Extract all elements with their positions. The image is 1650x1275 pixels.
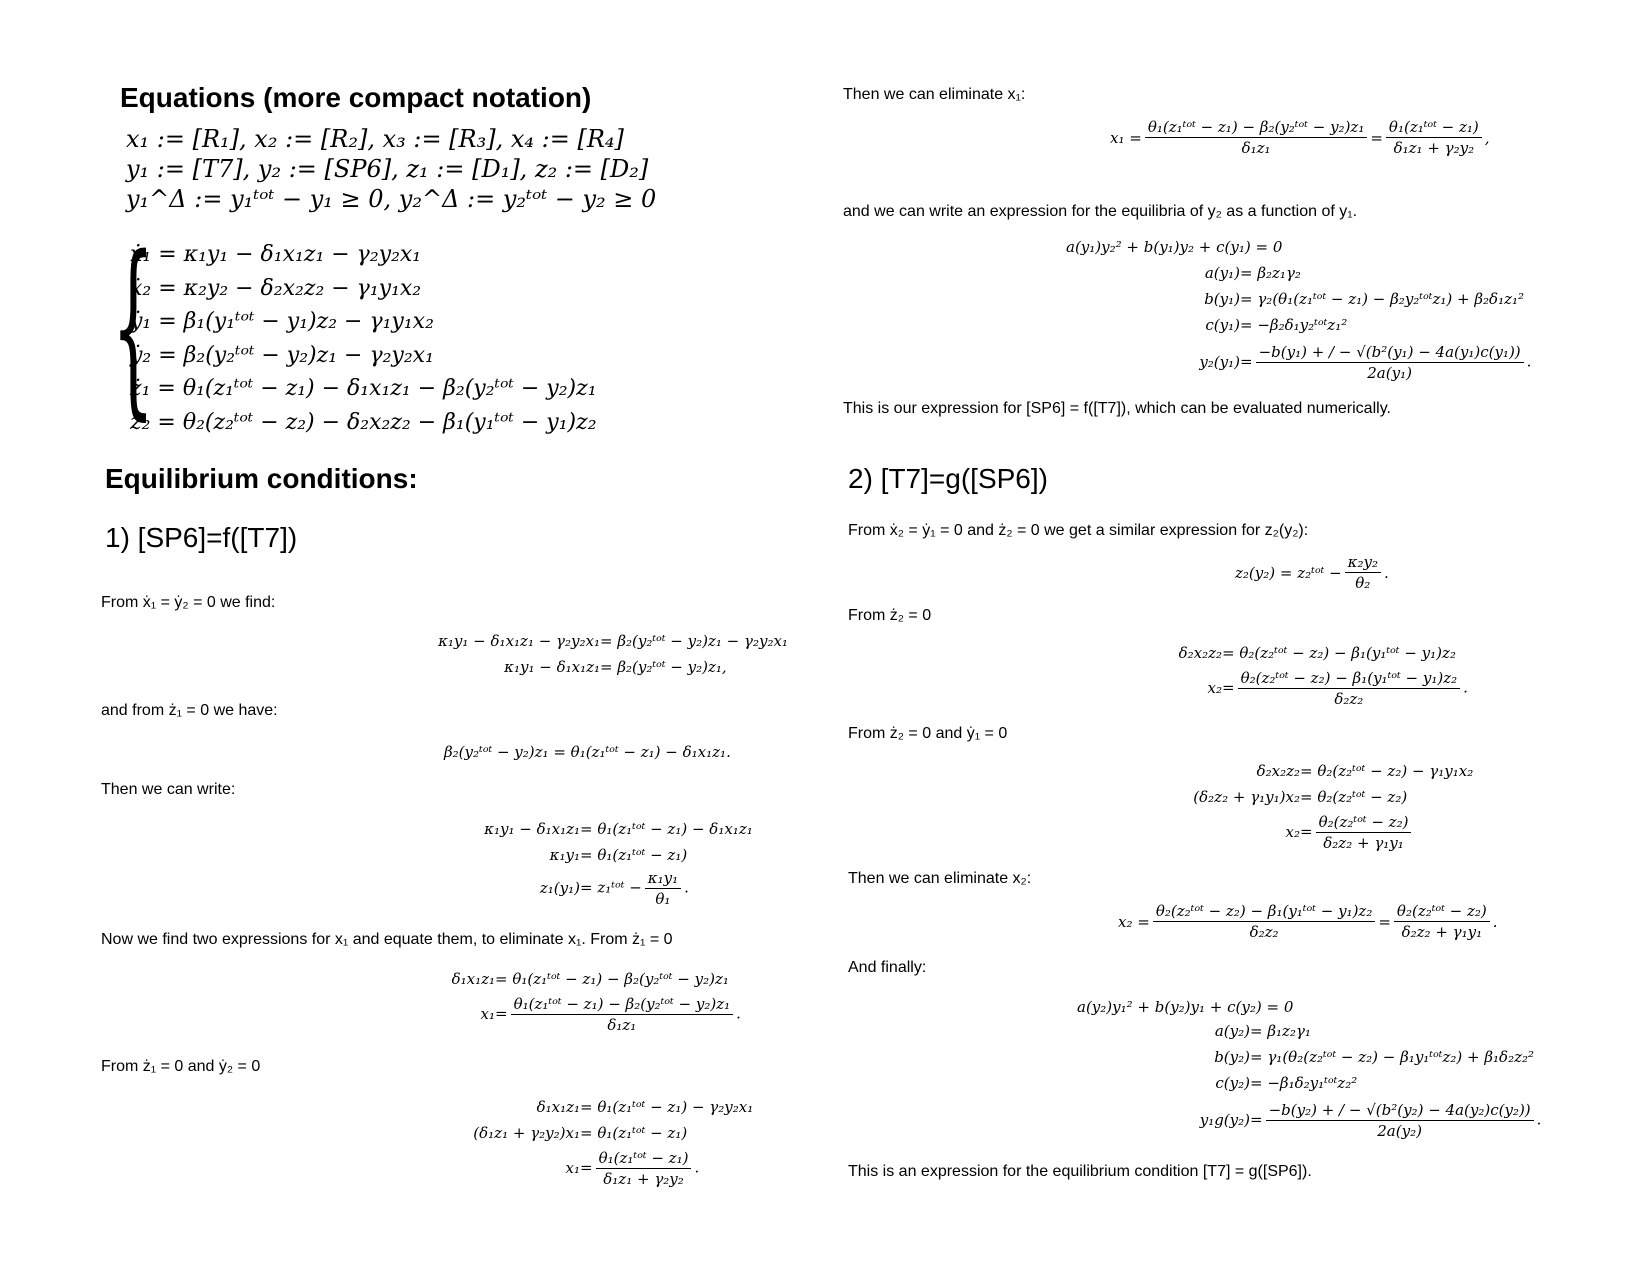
eq-rhs: = θ₁(z₁ᵗᵒᵗ − z₁) — [580, 846, 688, 864]
eq-rhs: = — [1300, 822, 1313, 840]
frac-den: δ₁z₁ — [1241, 139, 1271, 157]
ode-line: ż₁ = θ₁(z₁ᵗᵒᵗ − z₁) − δ₁x₁z₁ − β₂(y₂ᵗᵒᵗ − y₂)z₁ — [130, 376, 597, 401]
eq-post: , — [1484, 128, 1490, 147]
ode-line: ẏ₂ = β₂(y₂ᵗᵒᵗ − y₂)z₁ − γ₂y₂x₁ — [130, 342, 434, 368]
eq-lhs: c(y₁) — [1205, 316, 1240, 334]
eq-post: . — [684, 878, 689, 896]
eq-lhs: a(y₂) — [1214, 1022, 1250, 1040]
frac-num: θ₁(z₁ᵗᵒᵗ − z₁) − β₂(y₂ᵗᵒᵗ − y₂)z₁ — [1145, 118, 1368, 138]
eq-lhs: c(y₂) — [1215, 1074, 1250, 1092]
frac-den: δ₂z₂ — [1249, 923, 1279, 941]
frac-den: δ₂z₂ + γ₁y₁ — [1323, 833, 1404, 852]
paragraph: This is our expression for [SP6] = f([T7]), which can be evaluated numerically. — [843, 400, 1391, 417]
ode-system — [130, 238, 597, 439]
frac-den: θ₁ — [655, 889, 671, 908]
eq-rhs: = β₂(y₂ᵗᵒᵗ − y₂)z₁, — [600, 658, 727, 676]
paragraph: From ż₂ = 0 and ẏ₁ = 0 — [848, 725, 1008, 742]
eq-lhs: x₂ = — [1118, 912, 1150, 931]
frac-num: θ₁(z₁ᵗᵒᵗ − z₁) — [596, 1149, 692, 1169]
equation-block — [300, 628, 788, 680]
eq-post: . — [1492, 912, 1498, 931]
paragraph: From ẋ₁ = ẏ₂ = 0 we find: — [101, 594, 276, 611]
frac-num: κ₁y₁ — [645, 869, 681, 889]
eq-lhs: (δ₁z₁ + γ₂y₂)x₁ — [473, 1124, 580, 1142]
ode-line: ẋ₁ = κ₁y₁ − δ₁x₁z₁ − γ₂y₂x₁ — [130, 242, 422, 267]
frac-num: θ₂(z₂ᵗᵒᵗ − z₂) − β₁(y₁ᵗᵒᵗ − y₁)z₂ — [1238, 669, 1461, 689]
paragraph: This is an expression for the equilibrium condition [T7] = g([SP6]). — [848, 1163, 1312, 1180]
eq-rhs: = θ₂(z₂ᵗᵒᵗ − z₂) − γ₁y₁x₂ — [1300, 762, 1474, 780]
eq-post: . — [1536, 1110, 1542, 1128]
eq-lhs: x₂ — [1285, 823, 1300, 841]
quadratic-main: a(y₂)y₁² + b(y₂)y₁ + c(y₂) = 0 — [1077, 998, 1294, 1016]
eq-lhs: b(y₁) — [1204, 290, 1240, 308]
equation-block: a(y₁) = β₂z₁γ₂ b(y₁) = γ₂(θ₁(z₁ᵗᵒᵗ − z₁) − β₂y₂ᵗᵒᵗz₁) + β₂δ₁z₁² c(y₁) = −β₂δ₁y₂ᵗᵒᵗz₁² y₂(y₁) = $\frac{\text{−b(y₁) + / − √(b²(y₁) − 4a(y₁)c(y₁))}}{\text{2a(y₁)}}$ . — [1100, 260, 1531, 386]
eq-lhs: x₁ — [565, 1159, 580, 1177]
eq-lhs: x₁ — [480, 1005, 495, 1023]
equation-block: a(y₂) = β₁z₂γ₁ b(y₂) = γ₁(θ₂(z₂ᵗᵒᵗ − z₂) − β₁y₁ᵗᵒᵗz₂) + β₁δ₂z₂² c(y₂) = −β₁δ₂y₁ᵗᵒᵗz₂² y₁g(y₂) = $\frac{\text{−b(y₂) + / − √(b²(y₂) − 4a(y₂)c(y₂))}}{\text{2a(y₂)}}$ . — [1100, 1018, 1541, 1144]
ode-line: ẏ₁ = β₁(y₁ᵗᵒᵗ − y₁)z₂ − γ₁y₁x₂ — [130, 309, 434, 334]
eq-lhs: δ₂x₂z₂ — [1178, 644, 1222, 662]
eq-rhs: = θ₂(z₂ᵗᵒᵗ − z₂) − β₁(y₁ᵗᵒᵗ − y₁)z₂ — [1222, 644, 1456, 662]
frac-den: δ₂z₂ — [1334, 689, 1364, 708]
eq-rhs: = γ₂(θ₁(z₁ᵗᵒᵗ − z₁) − β₂y₂ᵗᵒᵗz₁) + β₂δ₁z₁² — [1240, 290, 1525, 308]
eq-rhs: = θ₁(z₁ᵗᵒᵗ − z₁) − δ₁x₁z₁ — [580, 820, 753, 838]
eq-lhs: δ₁x₁z₁ — [451, 970, 495, 988]
eq-lhs: δ₂x₂z₂ — [1256, 762, 1300, 780]
paragraph: From ẋ₂ = ẏ₁ = 0 and ż₂ = 0 we get a similar expression for z₂(y₂): — [848, 522, 1309, 539]
eq-lhs: x₁ = — [1110, 128, 1142, 147]
paragraph: Then we can eliminate x₁: — [843, 86, 1026, 103]
equilibrium-heading: Equilibrium conditions: — [105, 463, 418, 494]
frac-num: −b(y₁) + / − √(b²(y₁) − 4a(y₁)c(y₁)) — [1256, 343, 1524, 363]
eq-rhs: = γ₁(θ₂(z₂ᵗᵒᵗ − z₂) − β₁y₁ᵗᵒᵗz₂) + β₁δ₂z₂² — [1250, 1048, 1535, 1066]
system-brace: { — [112, 216, 155, 437]
eq-rhs: = β₁z₂γ₁ — [1250, 1022, 1311, 1040]
frac-num: θ₂(z₂ᵗᵒᵗ − z₂) − β₁(y₁ᵗᵒᵗ − y₁)z₂ — [1153, 902, 1376, 922]
equation: β₂(y₂ᵗᵒᵗ − y₂)z₁ = θ₁(z₁ᵗᵒᵗ − z₁) − δ₁x₁z₁. — [444, 743, 731, 761]
frac-num: −b(y₂) + / − √(b²(y₂) − 4a(y₂)c(y₂)) — [1266, 1101, 1534, 1121]
equation-block — [300, 966, 741, 1036]
paragraph: Then we can write: — [101, 781, 236, 798]
eq-lhs: κ₁y₁ − δ₁x₁z₁ — [504, 658, 600, 676]
paragraph: Then we can eliminate x₂: — [848, 870, 1032, 887]
definition-line: y₁^Δ := y₁ᵗᵒᵗ − y₁ ≥ 0, y₂^Δ := y₂ᵗᵒᵗ − y₂ ≥ 0 — [126, 185, 657, 213]
eq-rhs: = β₂(y₂ᵗᵒᵗ − y₂)z₁ − γ₂y₂x₁ — [600, 632, 788, 650]
equation: x₁ = $\frac{\text{θ₁(z₁ᵗᵒᵗ − z₁) − β₂(y₂ᵗᵒᵗ − y₂)z₁}}{\text{δ₁z₁}}$ = $\frac{\text{θ₁(z₁ᵗᵒᵗ − z₁)}}{\text{δ₁z₁ + γ₂y₂}}$ , — [1110, 118, 1490, 157]
frac-den: δ₁z₁ + γ₂y₂ — [1393, 139, 1475, 157]
eq-rhs: = θ₂(z₂ᵗᵒᵗ − z₂) — [1300, 788, 1408, 806]
eq-lhs: z₂(y₂) = z₂ᵗᵒᵗ − — [1235, 563, 1342, 582]
eq-rhs: = — [580, 1158, 593, 1176]
equation — [1235, 553, 1389, 592]
frac-den: δ₁z₁ + γ₂y₂ — [603, 1169, 684, 1188]
eq-rhs: = z₁ᵗᵒᵗ − — [580, 878, 642, 896]
paragraph: From ż₁ = 0 and ẏ₂ = 0 — [101, 1058, 261, 1075]
frac-den: δ₂z₂ + γ₁y₁ — [1401, 923, 1483, 941]
frac-den: 2a(y₂) — [1377, 1121, 1422, 1140]
eq-post: . — [1383, 563, 1389, 582]
section1-heading: 1) [SP6]=f([T7]) — [105, 522, 298, 553]
equation-block — [1000, 640, 1468, 710]
eq-rhs: = −β₂δ₁y₂ᵗᵒᵗz₁² — [1240, 316, 1348, 334]
eq-post: . — [694, 1158, 700, 1176]
eq-post: . — [1463, 678, 1468, 696]
paragraph: And finally: — [848, 959, 927, 976]
frac-num: θ₁(z₁ᵗᵒᵗ − z₁) — [1386, 118, 1482, 138]
frac-num: θ₂(z₂ᵗᵒᵗ − z₂) — [1394, 902, 1490, 922]
eq-rhs: = — [495, 1004, 508, 1022]
definition-line: x₁ := [R₁], x₂ := [R₂], x₃ := [R₃], x₄ := [R₄] — [126, 125, 624, 153]
title-compact-notation: Equations (more compact notation) — [120, 82, 592, 113]
eq-rhs: = θ₁(z₁ᵗᵒᵗ − z₁) − γ₂y₂x₁ — [580, 1098, 754, 1116]
quadratic-main: a(y₁)y₂² + b(y₁)y₂ + c(y₁) = 0 — [1066, 238, 1283, 256]
definition-line: y₁ := [T7], y₂ := [SP6], z₁ := [D₁], z₂ := [D₂] — [126, 155, 649, 183]
equation-block — [1000, 758, 1473, 854]
paragraph: Now we find two expressions for x₁ and equate them, to eliminate x₁. From ż₁ = 0 — [101, 931, 673, 948]
eq-rhs: = β₂z₁γ₂ — [1240, 264, 1301, 282]
eq-rhs: = θ₁(z₁ᵗᵒᵗ − z₁) — [580, 1124, 688, 1142]
eq-lhs: y₁g(y₂) — [1199, 1111, 1250, 1129]
eq-lhs: κ₁y₁ − δ₁x₁z₁ — [484, 820, 580, 838]
eq-lhs: y₂(y₁) — [1199, 353, 1240, 371]
section2-heading: 2) [T7]=g([SP6]) — [848, 463, 1048, 494]
eq-lhs: δ₁x₁z₁ — [536, 1098, 580, 1116]
eq-lhs: x₂ — [1207, 679, 1222, 697]
frac-num: θ₂(z₂ᵗᵒᵗ − z₂) — [1316, 813, 1412, 833]
eq-lhs: z₁(y₁) — [539, 879, 580, 897]
eq-lhs: a(y₁) — [1204, 264, 1240, 282]
ode-line: ż₂ = θ₂(z₂ᵗᵒᵗ − z₂) − δ₂x₂z₂ − β₁(y₁ᵗᵒᵗ − y₁)z₂ — [130, 409, 597, 435]
eq-post: . — [736, 1004, 741, 1022]
eq-rhs: = — [1222, 678, 1235, 696]
frac-num: κ₂y₂ — [1345, 553, 1381, 573]
eq-lhs: κ₁y₁ − δ₁x₁z₁ − γ₂y₂x₁ — [438, 632, 600, 650]
eq-rhs: = −β₁δ₂y₁ᵗᵒᵗz₂² — [1250, 1074, 1358, 1092]
paragraph: and we can write an expression for the equilibria of y₂ as a function of y₁. — [843, 203, 1358, 220]
paragraph: and from ż₁ = 0 we have: — [101, 702, 278, 719]
definitions — [126, 124, 656, 214]
ode-line: ẋ₂ = κ₂y₂ − δ₂x₂z₂ − γ₁y₁x₂ — [130, 275, 422, 301]
eq-lhs: κ₁y₁ — [549, 846, 580, 864]
paragraph: From ż₂ = 0 — [848, 607, 932, 624]
eq-post: . — [1526, 352, 1532, 370]
equation-block — [300, 816, 753, 908]
eq-rhs: = θ₁(z₁ᵗᵒᵗ − z₁) − β₂(y₂ᵗᵒᵗ − y₂)z₁ — [495, 970, 729, 988]
frac-den: 2a(y₁) — [1367, 363, 1412, 382]
frac-den: θ₂ — [1355, 574, 1371, 592]
frac-den: δ₁z₁ — [607, 1015, 637, 1034]
frac-num: θ₁(z₁ᵗᵒᵗ − z₁) − β₂(y₂ᵗᵒᵗ − y₂)z₁ — [511, 995, 734, 1015]
eq-lhs: (δ₂z₂ + γ₁y₁)x₂ — [1193, 788, 1300, 806]
eq-lhs: b(y₂) — [1214, 1048, 1250, 1066]
equation: x₂ = $\frac{\text{θ₂(z₂ᵗᵒᵗ − z₂) − β₁(y₁ᵗᵒᵗ − y₁)z₂}}{\text{δ₂z₂}}$ = $\frac{\text{θ₂(z₂ᵗᵒᵗ − z₂)}}{\text{δ₂z₂ + γ₁y₁}}$ . — [1118, 902, 1498, 941]
equation-block — [300, 1094, 753, 1190]
